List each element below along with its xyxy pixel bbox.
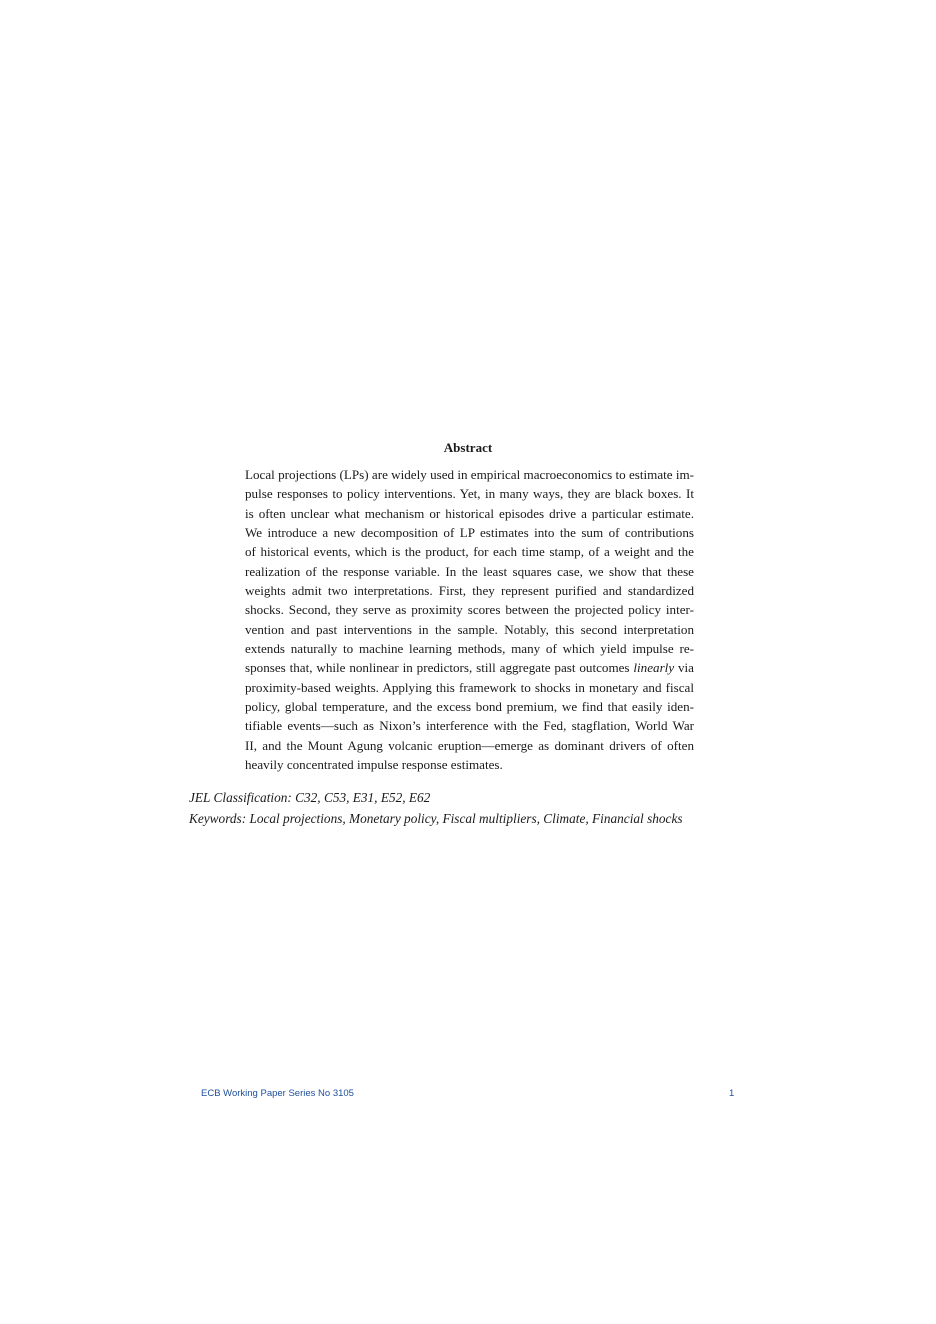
abstract-line: of historical events, which is the product, for each time stamp, of a weight and the (245, 544, 694, 560)
jel-classification: JEL Classification: C32, C53, E31, E52, E62 (189, 790, 431, 805)
abstract-line: extends naturally to machine learning methods, many of which yield impulse re- (245, 641, 694, 657)
abstract-line: We introduce a new decomposition of LP estimates into the sum of contributions (245, 525, 694, 541)
abstract-line-text: sponses that, while nonlinear in predictors, still aggregate past outcomes (245, 660, 630, 676)
abstract-line: shocks. Second, they serve as proximity scores between the projected policy inter- (245, 602, 694, 618)
keywords: Keywords: Local projections, Monetary policy, Fiscal multipliers, Climate, Financial shocks (189, 811, 683, 826)
abstract-line: heavily concentrated impulse response estimates. (245, 757, 503, 773)
emphasis-linearly: linearly (633, 660, 675, 676)
abstract-line: tifiable events—such as Nixon’s interference with the Fed, stagflation, World War (245, 718, 694, 734)
abstract-line-emphasis (245, 658, 694, 677)
abstract-line-tail: via (678, 660, 694, 676)
abstract-line: weights admit two interpretations. First, they represent purified and standardized (245, 583, 694, 599)
abstract-line: pulse responses to policy interventions. Yet, in many ways, they are black boxes. It (245, 486, 694, 502)
abstract-line: vention and past interventions in the sample. Notably, this second interpretation (245, 621, 694, 637)
page-number: 1 (729, 1088, 735, 1099)
abstract-line: realization of the response variable. In the least squares case, we show that these (245, 563, 694, 579)
abstract-line: policy, global temperature, and the excess bond premium, we find that easily iden- (245, 699, 694, 715)
abstract-line: Local projections (LPs) are widely used in empirical macroeconomics to estimate im- (245, 467, 694, 482)
abstract-heading: Abstract (443, 440, 493, 455)
abstract-line: II, and the Mount Agung volcanic eruption—emerge as dominant drivers of often (245, 737, 694, 753)
footer-series: ECB Working Paper Series No 3105 (201, 1088, 354, 1099)
abstract-line: is often unclear what mechanism or historical episodes drive a particular estimate. (245, 505, 694, 521)
abstract-text (245, 465, 694, 775)
abstract-line: proximity-based weights. Applying this framework to shocks in monetary and fiscal (245, 679, 694, 695)
